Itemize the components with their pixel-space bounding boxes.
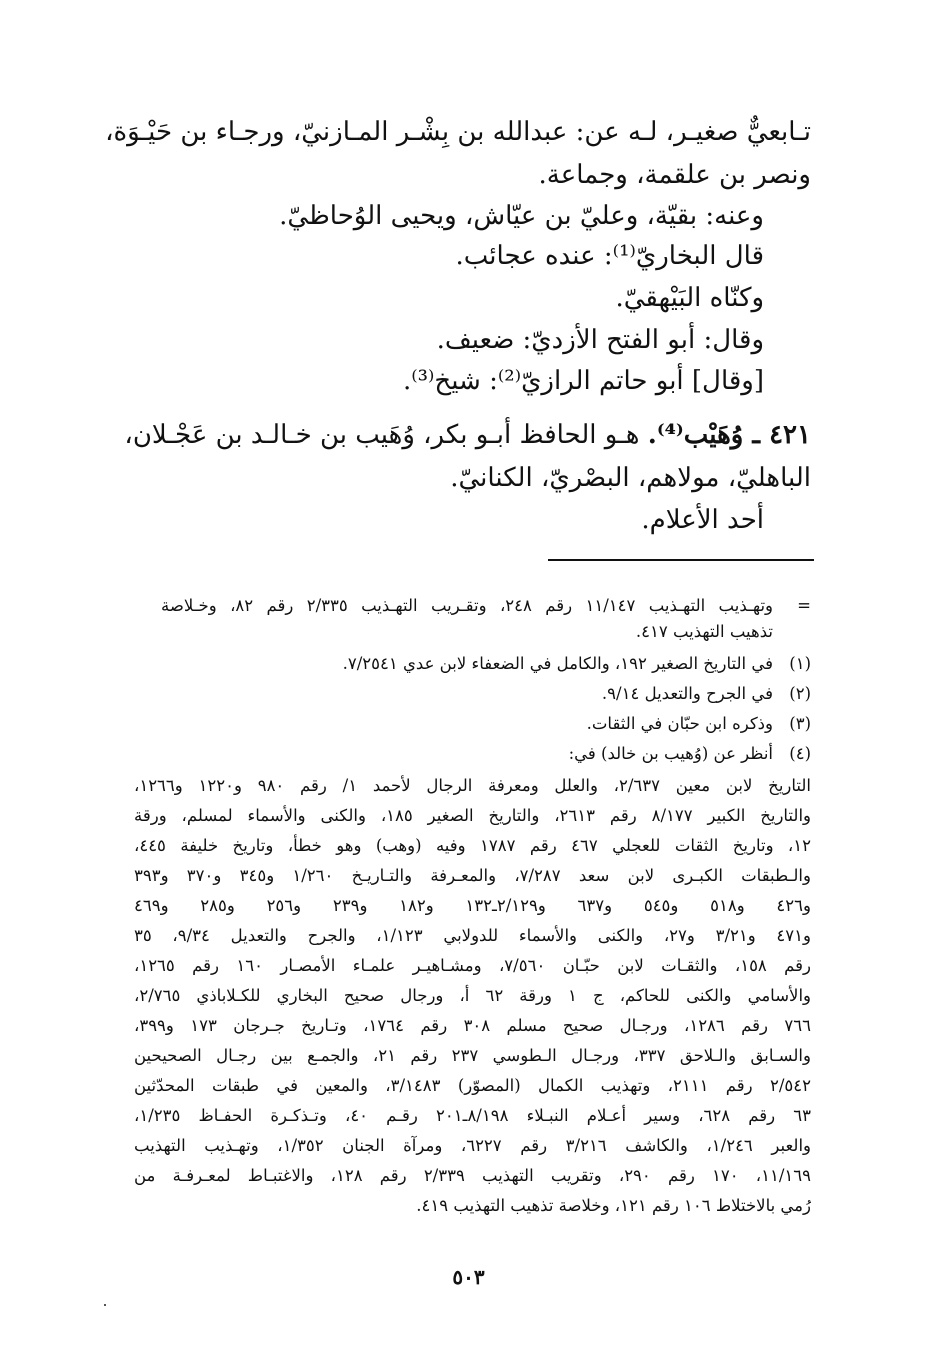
bio-line-6: وقال: أبو الفتح الأزديّ: ضعيف. bbox=[436, 325, 764, 355]
footnote-marker: (٤) bbox=[789, 744, 811, 763]
bio-line-5: وكنّاه البَيْهقيّ. bbox=[615, 283, 764, 313]
footnotes bbox=[134, 593, 811, 1253]
footnote-4-body-line: رقم ١٥٨، والثقـات لابن حبّـان ٧/٥٦٠، ومشـاهيـر علمـاء الأمصـار ١٦٠ رقم ١٢٦٥، bbox=[134, 956, 812, 975]
footnote-4-body-line: والأسامي والكنى للحاكم، ج ١ ورقة ٦٢ أ، ورجال صحيح البخاري للكـلاباذي ٢/٧٦٥، bbox=[134, 986, 811, 1005]
footnote-4-body-line: والـطبقات الكبـرى لابن سعد ٧/٢٨٧، والمعـرفة والتـاريـخ ١/٢٦٠ و٣٤٥ و٣٧٠ و٣٩٣ bbox=[134, 866, 811, 885]
footnote-marker: (١) bbox=[789, 654, 811, 673]
entry-number: ٤٢١ bbox=[769, 420, 811, 450]
footnote-divider bbox=[548, 559, 814, 561]
bio-line-7: [وقال] أبو حاتم الرازيّ⁽²⁾: شيخ⁽³⁾. bbox=[402, 366, 764, 396]
footnote-4 bbox=[134, 741, 811, 766]
footnote-text: في الجرح والتعديل ٩/١٤. bbox=[601, 684, 773, 703]
footnote-3 bbox=[134, 711, 811, 736]
footnote-4-body-line: والتاريخ الكبير ٨/١٧٧ رقم ٢٦١٣، والتاريخ الصغير ١٨٥، والكنى والأسماء لمسلم، ورقة bbox=[134, 806, 811, 825]
entry-heading-line bbox=[125, 420, 811, 450]
footnote-text: في التاريخ الصغير ١٩٢، والكامل في الضعفاء لابن عدي ٧/٢٥٤١. bbox=[342, 654, 773, 673]
footnote-4-body-line: ١٢، وتاريخ الثقات للعجلي ٤٦٧ رقم ١٧٨٧ وفيه (وهب) وهو خطأ، وتاريخ خليفة ٤٤٥، bbox=[134, 836, 811, 855]
continuation-marker: = bbox=[797, 596, 811, 615]
footnote-4-body-line: والسـابق والـلاحق ٣٣٧، ورجـال الـطوسي ٢٣٧ رقم ٢١، والجمـع بين رجـال الصحيحين bbox=[134, 1046, 811, 1065]
footnote-4-body-line: والعبر ١/٢٤٦، والكاشف ٣/٢١٦ رقم ٦٢٢٧، ومرآة الجنان ١/٣٥٢، وتهـذيب التهذيب bbox=[134, 1136, 811, 1155]
entry-line-1-rest: هـو الحافظ أبـو بكر، وُهَيب بن خـالـد بن عَجْـلان، bbox=[124, 420, 648, 450]
continuation-text-1: وتهـذيب التهـذيب ١١/١٤٧ رقم ٢٤٨، وتقـريب التهـذيب ٢/٣٣٥ رقم ٨٢، وخـلاصة bbox=[161, 596, 774, 615]
page-number: ٥٠٣ bbox=[452, 1265, 485, 1289]
footnote-2 bbox=[134, 681, 811, 706]
footnote-4-body-line: و٤٧١ و٣/٢١ و٢٧، والكنى والأسماء للدولابي ١/١٢٣، والجرح والتعديل ٩/٣٤، ٣٥ bbox=[134, 926, 811, 945]
footnote-4-body-line: ٧٦٦ رقم ١٢٨٦، ورجـال صحيح مسلم ٣٠٨ رقم ١٧٦٤، وتـاريخ جـرجان ١٧٣ و٣٩٩، bbox=[134, 1016, 811, 1035]
footnote-4-body-line: و٤٢٦ و٥١٨ و٥٤٥ و٦٣٧ و٢/١٢٩ـ١٣٢ و١٨٢ و٢٣٩ و٢٥٦ و٢٨٥ و٤٦٩ bbox=[134, 896, 811, 915]
footnote-marker: (٢) bbox=[789, 684, 811, 703]
footnote-4-body-line: ١١/١٦٩، ١٧٠ رقم ٢٩٠، وتقريب التهذيب ٢/٣٣٩ رقم ١٢٨، والاغتبـاط لمعـرفـة من bbox=[134, 1166, 811, 1185]
footnote-continuation-line-2: تذهيب التهذيب ٤١٧. bbox=[635, 622, 773, 641]
footnote-4-body-line: ٢/٥٤٢ رقم ٢١١١، وتهذيب الكمال (المصوّر) ٣/١٤٨٣، والمعين في طبقات المحدّثين bbox=[134, 1076, 812, 1095]
entry-dash: ـ bbox=[743, 420, 770, 450]
footnote-4-body-line: التاريخ لابن معين ٢/٦٣٧، والعلل ومعرفة الرجال لأحمد ١/ رقم ٩٨٠ و١٢٢٠ و١٢٦٦، bbox=[134, 776, 812, 795]
footnote-4-body-line: ٦٣ رقم ٦٢٨، وسير أعـلام النبـلاء ٨/١٩٨ـ٢٠١ رقـم ٤٠، وتـذكـرة الحفـاظ ١/٢٣٥، bbox=[134, 1106, 811, 1125]
bio-line-3: وعنه: بقيّة، وعليّ بن عيّاش، ويحيى الوُحاظيّ. bbox=[279, 201, 764, 231]
bio-line-4: قال البخاريّ⁽¹⁾: عنده عجائب. bbox=[455, 241, 764, 271]
footnote-text: وذكره ابن حبّان في الثقات. bbox=[586, 714, 773, 733]
footnote-text: أنظر عن (وُهيب بن خالد) في: bbox=[568, 744, 773, 763]
footnote-4-body-line: رُمي بالاختلاط ١٠٦ رقم ١٢١، وخلاصة تذهيب التهذيب ٤١٩. bbox=[416, 1196, 811, 1215]
entry-line-2: الباهليّ، مولاهم، البصْريّ، الكنانيّ. bbox=[450, 463, 811, 493]
footnote-continuation-line-1 bbox=[134, 593, 811, 618]
bio-line-1: تـابعيٌّ صغيـر، لـه عن: عبدالله بن بِشْـر المـازنيّ، ورجـاء بن حَيْـوَة، bbox=[105, 117, 811, 147]
bio-line-2: ونصر بن علقمة، وجماعة. bbox=[538, 160, 811, 190]
scan-speck bbox=[104, 1304, 106, 1306]
entry-name: وُهَيْب⁽⁴⁾. bbox=[647, 420, 744, 450]
footnote-marker: (٣) bbox=[789, 714, 811, 733]
footnote-1 bbox=[134, 651, 811, 676]
entry-line-3: أحد الأعلام. bbox=[641, 505, 764, 535]
